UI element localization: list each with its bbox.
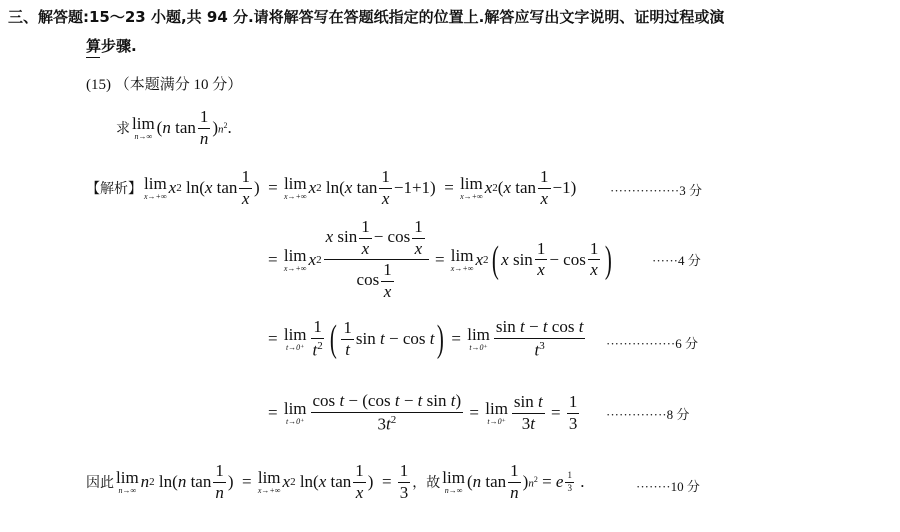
score-4: ······4 分: [652, 253, 701, 268]
section-heading-line1: 三、解答题:15〜23 小题,共 94 分.请将解答写在答题纸指定的位置上.解答应写出文字说明、证明过程或演: [8, 8, 725, 26]
problem-ask: 求: [116, 121, 130, 138]
solution-line-2: = lim x→+∞ x 2 x sin $\frac{1}{x}$ − cos $\frac{1}{x}$ cos $\frac{1}{x}$ = lim x→+∞ x 2 ( x sin $\frac{1}{x}$ − cos $\frac{1}{x}$ ): [268, 217, 613, 302]
solution-line-1: 【解析】 lim x→+∞ x 2 ln( x tan $\frac{1}{x}$ ) = lim x→+∞ x 2 ln( x tan $\frac{1}{x}$ −1+1) = lim x→+∞ x 2 ( x tan $\frac{1}{x}$ −1): [86, 167, 577, 208]
score-8: ··············8 分: [606, 407, 690, 422]
solution-line-3: = lim t→0⁺ $\frac{1}{t^2}$ ( $\frac{1}{t}$ sin t − cos t ) = lim t→0⁺ $\frac{\text{sin t − t cos t}}{t^3}$: [268, 317, 584, 360]
score-3: ················3 分: [610, 183, 703, 198]
underline-mark: [86, 57, 100, 58]
score-6: ················6 分: [606, 336, 699, 351]
conclusion-line: 因此 lim n→∞ n 2 ln( n tan $\frac{1}{n}$ ) = lim x→+∞ x 2 ln( x tan $\frac{1}{x}$ ) = $\frac{1}{3}$ ，故 lim n→∞ ( n tan $\frac{1}{n}$ ) $n^2$ = e $\frac{1}{3}$ .: [86, 461, 585, 502]
section-heading-line2: 算步骤.: [86, 37, 137, 55]
solution-label: 【解析】: [86, 181, 142, 198]
conclusion-therefore: ，故: [412, 475, 441, 492]
problem-label: (15) （本题满分 10 分）: [86, 77, 243, 93]
conclusion-prefix: 因此: [86, 475, 114, 492]
problem-statement: 求 lim n→∞ ( n tan $\frac{1}{n}$ ) $n^2$ .: [116, 107, 232, 148]
solution-line-4: = lim t→0⁺ $\frac{\text{cos t − (cos t − t sin t)}}{3t^2}$ = lim t→0⁺ $\frac{\text{sin t}}{3t}$ = $\frac{1}{3}$: [268, 391, 578, 434]
score-10: ········10 分: [636, 479, 700, 494]
